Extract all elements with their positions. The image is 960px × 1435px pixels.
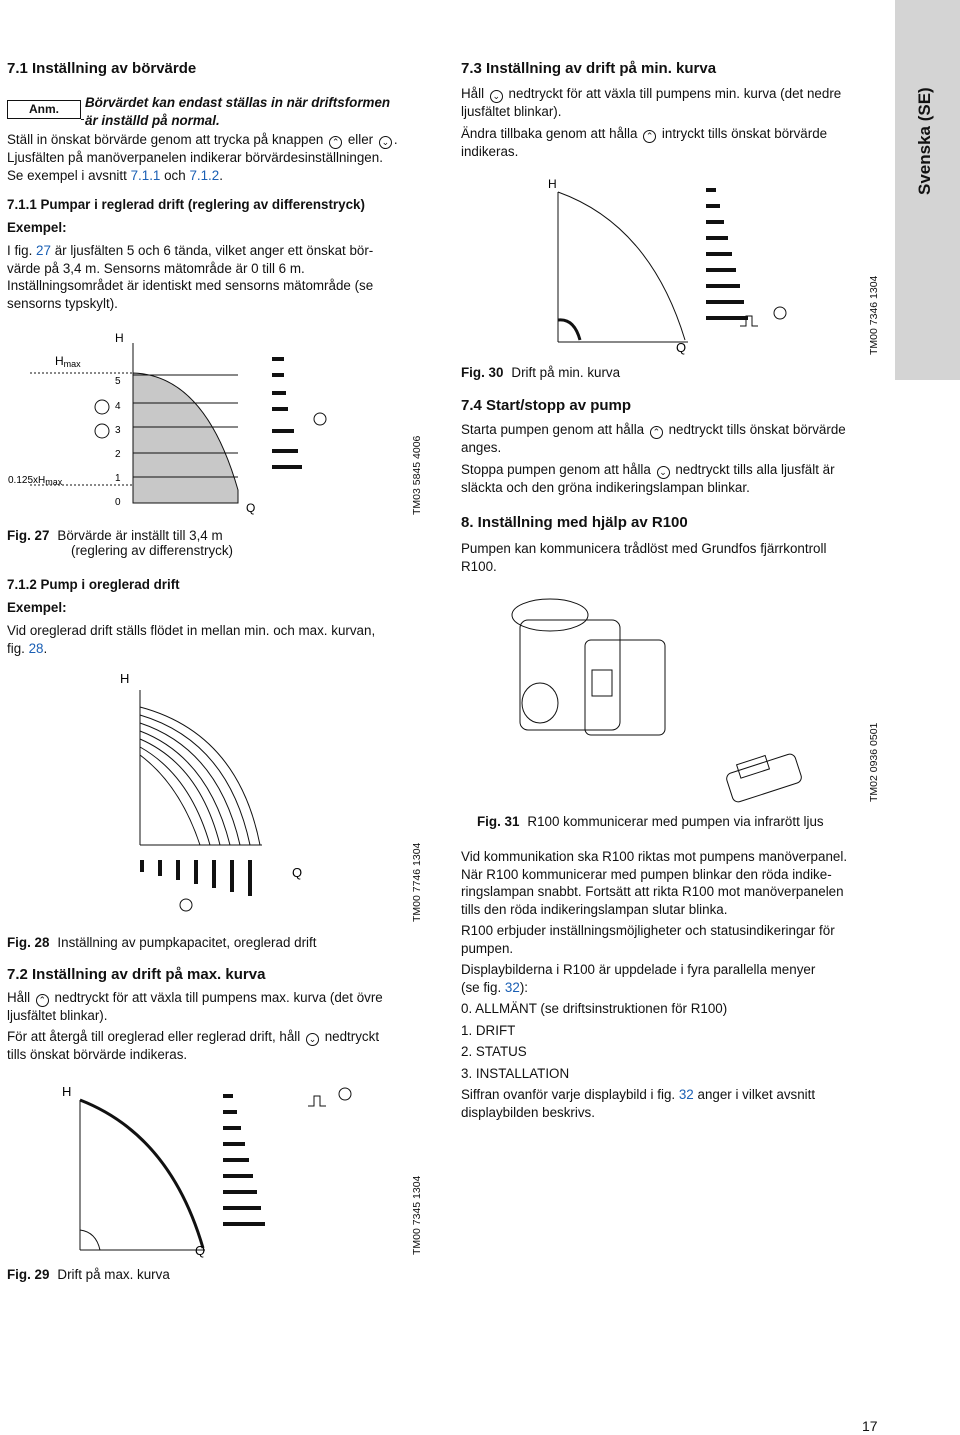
fig29-led-7 bbox=[223, 1190, 257, 1194]
fig28-curve-7 bbox=[140, 707, 260, 845]
fig28-led-6 bbox=[230, 860, 234, 892]
fig27-down-icon bbox=[95, 424, 109, 438]
fig29-led-9 bbox=[223, 1222, 265, 1226]
fig27-hlow-label: 0.125xHmax bbox=[8, 475, 63, 487]
arrow-up-circle-icon: ⌃ bbox=[329, 136, 342, 149]
fig27-led-1 bbox=[272, 357, 284, 361]
language-tab-label: Svenska (SE) bbox=[915, 87, 934, 195]
fig27-tick-1: 1 bbox=[115, 473, 121, 484]
fig30-led-3 bbox=[706, 220, 724, 224]
fig30-led-1 bbox=[706, 188, 716, 192]
link-7-1-1[interactable]: 7.1.1 bbox=[130, 167, 161, 183]
figure-27 bbox=[0, 325, 440, 525]
fig27-tick-4: 4 bbox=[115, 401, 121, 412]
fig28-q-label: Q bbox=[292, 865, 303, 880]
fig28-led-3 bbox=[176, 860, 180, 880]
fig29-caption: Fig. 29 Drift på max. kurva bbox=[7, 1267, 170, 1282]
fig30-led-5 bbox=[706, 252, 732, 256]
fig30-min-curve bbox=[558, 320, 580, 340]
fig28-led-1 bbox=[140, 860, 144, 872]
fig30-tm-code: TM00 7346 1304 bbox=[868, 275, 880, 355]
link-fig-27[interactable]: 27 bbox=[36, 243, 51, 258]
fig27-tick-3: 3 bbox=[115, 425, 121, 436]
fig27-hmax-label: Hmax bbox=[55, 354, 81, 369]
start-stop-paragraph: Starta pumpen genom att hålla ⌃ nedtryckt tills önskat börvärde anges. Stoppa pumpen genom att hålla ⌄ nedtryckt tills alla ljusfält är släckta och den gröna indikeringslampan blinkar. bbox=[461, 422, 846, 495]
fig29-led-2 bbox=[223, 1110, 237, 1114]
menu-item-0: 0. ALLMÄNT (se driftsinstruktionen för R100) bbox=[461, 1001, 728, 1016]
note-text: Börvärdet kan endast ställas in när driftsformen är inställd på normal. bbox=[85, 95, 391, 128]
fig28-led-5 bbox=[212, 860, 216, 888]
fig27-q-label: Q bbox=[246, 501, 256, 515]
arrow-down-circle-icon: ⌄ bbox=[306, 1033, 319, 1046]
fig29-light-icon bbox=[339, 1088, 351, 1100]
fig30-caption: Fig. 30 Drift på min. kurva bbox=[461, 365, 621, 380]
max-curve-paragraph: Håll ⌃ nedtryckt för att växla till pumpens max. kurva (det övre ljusfältet blinkar). bbox=[7, 990, 383, 1023]
fig29-tm-code: TM00 7345 1304 bbox=[411, 1175, 423, 1255]
fig28-tm-code: TM00 7746 1304 bbox=[411, 842, 423, 922]
fig27-led-5 bbox=[272, 429, 294, 433]
fig30-led-8 bbox=[706, 300, 744, 304]
example-label-2: Exempel: bbox=[7, 600, 67, 615]
note-rule bbox=[81, 116, 84, 120]
fig27-led-3 bbox=[272, 391, 286, 395]
fig27-h-label: H bbox=[115, 331, 124, 345]
link-fig-28[interactable]: 28 bbox=[28, 640, 44, 656]
arrow-down-circle-icon: ⌄ bbox=[490, 90, 503, 103]
section-7-4-title: 7.4 Start/stopp av pump bbox=[461, 397, 632, 414]
fig29-led-5 bbox=[223, 1158, 249, 1162]
fig31-control-panel bbox=[592, 670, 612, 696]
fig28-h-label: H bbox=[120, 671, 130, 686]
fig30-q-label: Q bbox=[676, 340, 687, 355]
link-fig-32-a[interactable]: 32 bbox=[504, 979, 520, 995]
menu-item-1: 1. DRIFT bbox=[461, 1022, 516, 1038]
arrow-up-circle-icon: ⌃ bbox=[650, 426, 663, 439]
r100-body: Vid kommunikation ska R100 riktas mot pumpens manöverpanel. När R100 kommunicerar med pumpen blinkar den röda indike- ringslampan snabbt. Fortsätt att rikta R100 mot manöverpanelen tills den röda indikeringslampan slutar blinka. R100 erbjuder inställningsmöjligheter och statusindikeringar för pumpen. Displaybilderna i R100 är uppdelade i fyra parallella menyer (se fig. 32): 0. ALLMÄNT (se driftsinstruktionen för R100) 1. DRIFT 2. STATUS 3. INSTALLATION Siffran ovanför varje displaybild i fig. 32 anger i vilket avsnitt displaybilden beskrivs. bbox=[461, 848, 891, 1121]
page-number: 17 bbox=[862, 1418, 878, 1434]
fig29-led-1 bbox=[223, 1094, 233, 1098]
link-7-1-2[interactable]: 7.1.2 bbox=[189, 167, 220, 183]
arrow-up-circle-icon: ⌃ bbox=[643, 130, 656, 143]
figure-28 bbox=[0, 665, 440, 935]
fig29-max-curve bbox=[80, 1100, 203, 1248]
fig27-tick-0: 0 bbox=[115, 497, 121, 508]
r100-intro: Pumpen kan kommunicera trådlöst med Grundfos fjärrkontroll R100. bbox=[461, 541, 827, 574]
fig30-max-curve bbox=[558, 192, 685, 340]
fig28-light-icon bbox=[180, 899, 192, 911]
fig29-q-label: Q bbox=[195, 1243, 206, 1258]
fig29-min-curve bbox=[80, 1230, 100, 1250]
figure-30 bbox=[450, 170, 890, 360]
fig28-curve-1 bbox=[140, 755, 200, 845]
return-paragraph: För att återgå till oreglerad eller reglerad drift, håll ⌄ nedtryckt tills önskat börvärde indikeras. bbox=[7, 1029, 380, 1062]
fig28-led-4 bbox=[194, 860, 198, 884]
fig30-led-6 bbox=[706, 268, 736, 272]
menu-item-2: 2. STATUS bbox=[461, 1044, 527, 1059]
fig28-led-2 bbox=[158, 860, 162, 876]
fig31-caption: Fig. 31 R100 kommunicerar med pumpen via infrarött ljus bbox=[477, 814, 824, 829]
section-7-1-2-title: 7.1.2 Pump i oreglerad drift bbox=[7, 577, 180, 592]
section-8-title: 8. Inställning med hjälp av R100 bbox=[461, 514, 688, 531]
fig31-fan-cover bbox=[512, 599, 588, 631]
fig27-caption: Fig. 27 Börvärde är inställt till 3,4 m (reglering av differenstryck) bbox=[7, 528, 233, 558]
fig31-pump-motor bbox=[520, 620, 620, 730]
fig31-pump-housing bbox=[522, 683, 558, 723]
fig29-led-8 bbox=[223, 1206, 261, 1210]
arrow-down-circle-icon: ⌄ bbox=[379, 136, 392, 149]
fig28-led-7 bbox=[248, 860, 252, 896]
fig29-led-6 bbox=[223, 1174, 253, 1178]
fig31-r100-display bbox=[737, 756, 770, 779]
intro-paragraph: Ställ in önskat börvärde genom att trycka på knappen ⌃ eller ⌄ . Ljusfälten på manöverpanelen indikerar börvärdesinställningen. Se exempel i avsnitt 7.1.1 och 7.1.2. bbox=[7, 132, 398, 183]
fig30-light-icon bbox=[774, 307, 786, 319]
arrow-up-circle-icon: ⌃ bbox=[36, 994, 49, 1007]
fig27-led-2 bbox=[272, 373, 284, 377]
fig27-setpoint-area bbox=[133, 373, 238, 503]
fig27-light-icon bbox=[314, 413, 326, 425]
fig30-led-9 bbox=[706, 316, 748, 320]
fig30-led-2 bbox=[706, 204, 720, 208]
fig31-tm-code: TM02 0936 0501 bbox=[868, 722, 880, 802]
section-7-1-1-title: 7.1.1 Pumpar i reglerad drift (reglering av differenstryck) bbox=[7, 197, 365, 212]
fig27-tm-code: TM03 5845 4006 bbox=[411, 435, 423, 515]
fig27-paragraph: I fig. 27 är ljusfälten 5 och 6 tända, vilket anger ett önskat bör- värde på 3,4 m. Sensorns mätområde är 0 till 6 m. Inställningsområdet är identiskt med sensorns mätområde (se sensorns typskylt). bbox=[7, 243, 374, 311]
fig28-paragraph: Vid oreglerad drift ställs flödet in mellan min. och max. kurvan, fig. 28. bbox=[7, 623, 376, 656]
language-tab bbox=[895, 0, 960, 380]
fig30-h-label: H bbox=[548, 177, 557, 191]
example-label-1: Exempel: bbox=[7, 220, 67, 235]
link-fig-32-b[interactable]: 32 bbox=[678, 1087, 694, 1102]
min-curve-paragraph: Håll ⌄ nedtryckt för att växla till pumpens min. kurva (det nedre ljusfältet blinkar). Ändra tillbaka genom att hålla ⌃ intryckt tills önskat börvärde indikeras. bbox=[461, 86, 842, 159]
fig29-led-4 bbox=[223, 1142, 245, 1146]
fig29-pulse-icon bbox=[308, 1096, 326, 1106]
figure-31 bbox=[490, 585, 820, 805]
section-7-2-title: 7.2 Inställning av drift på max. kurva bbox=[7, 966, 266, 983]
fig29-h-label: H bbox=[62, 1084, 72, 1099]
fig31-r100-remote bbox=[725, 753, 803, 804]
figure-29 bbox=[0, 1080, 440, 1270]
fig27-up-icon bbox=[95, 400, 109, 414]
menu-item-3: 3. INSTALLATION bbox=[461, 1065, 570, 1081]
note-label: Anm. bbox=[7, 100, 81, 119]
fig31-terminal-box bbox=[585, 640, 665, 735]
arrow-down-circle-icon: ⌄ bbox=[657, 466, 670, 479]
fig28-caption: Fig. 28 Inställning av pumpkapacitet, oreglerad drift bbox=[7, 935, 317, 950]
fig29-led-3 bbox=[223, 1126, 241, 1130]
fig30-led-7 bbox=[706, 284, 740, 288]
section-7-1-title: 7.1 Inställning av börvärde bbox=[7, 60, 197, 77]
fig30-led-4 bbox=[706, 236, 728, 240]
fig27-led-4 bbox=[272, 407, 288, 411]
fig27-tick-5: 5 bbox=[115, 376, 121, 387]
fig27-led-7 bbox=[272, 465, 302, 469]
fig28-curve-6 bbox=[140, 715, 250, 845]
fig27-led-6 bbox=[272, 449, 298, 453]
fig27-tick-2: 2 bbox=[115, 449, 121, 460]
section-7-3-title: 7.3 Inställning av drift på min. kurva bbox=[461, 60, 717, 77]
